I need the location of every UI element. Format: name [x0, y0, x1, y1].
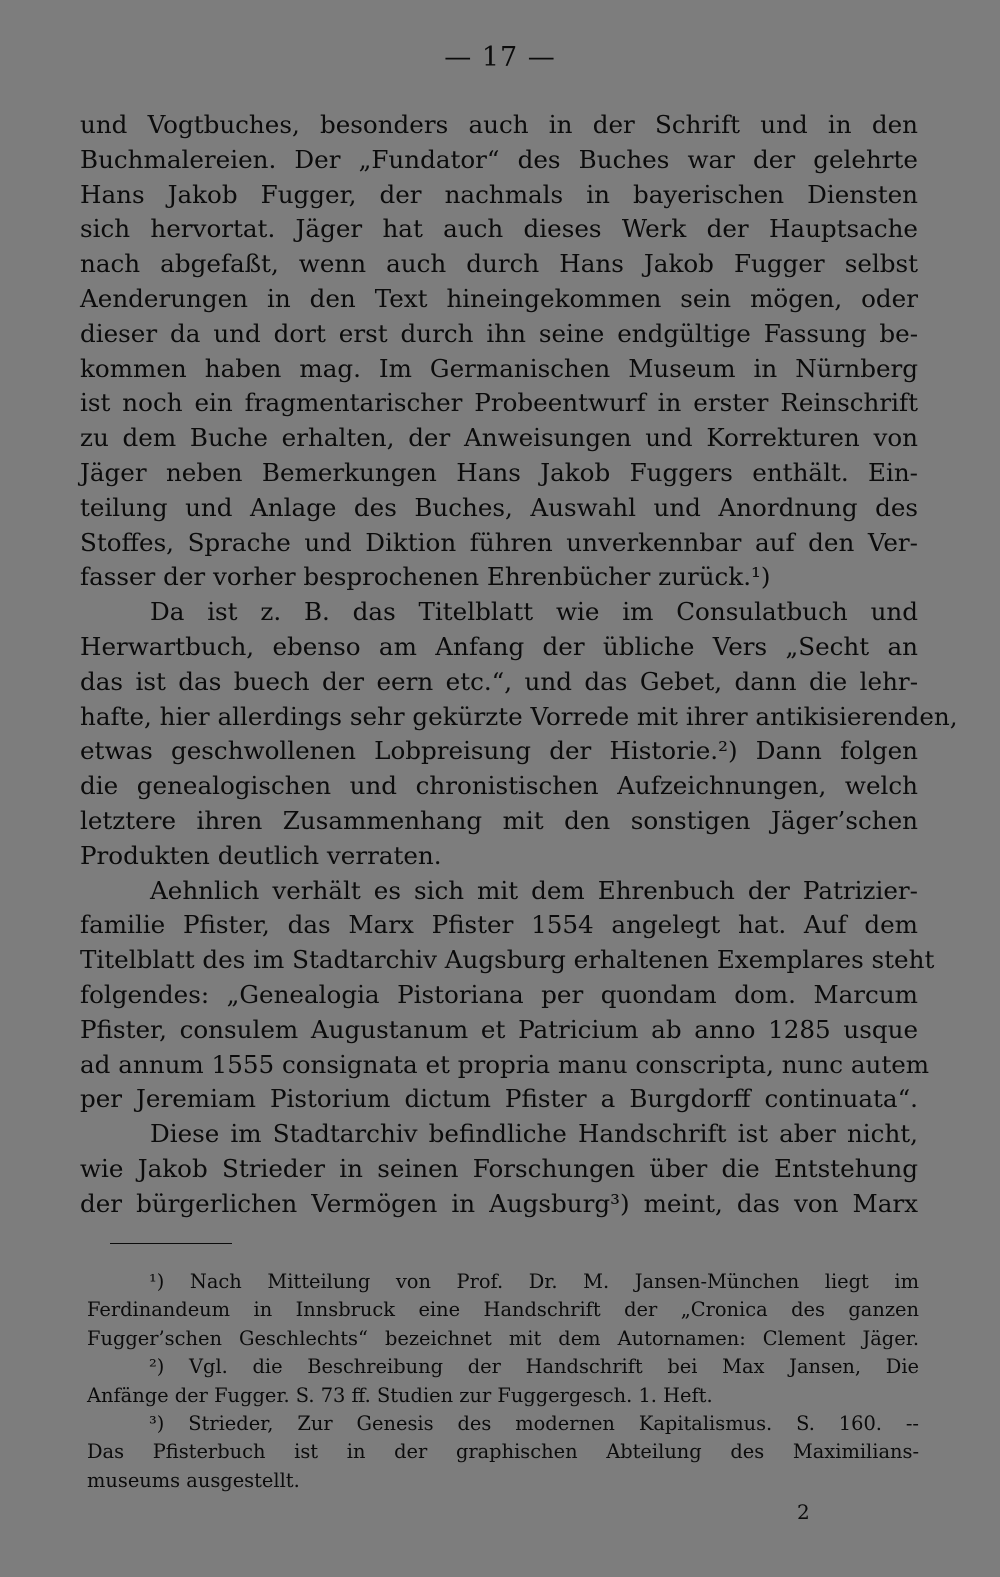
text-line: per Jeremiam Pistorium dictum Pfister a Burgdorff continuata“.	[80, 1084, 918, 1114]
footnote-line: Anfänge der Fugger. S. 73 ff. Studien zur Fuggergesch. 1. Heft.	[87, 1383, 713, 1407]
text-line: Jäger neben Bemerkungen Hans Jakob Fuggers enthält. Ein-	[80, 457, 918, 487]
footnote-line: Fugger’schen Geschlechts“ bezeichnet mit dem Autornamen: Clement Jäger.	[87, 1326, 919, 1350]
text-line: das ist das buech der eern etc.“, und das Gebet, dann die lehr-	[80, 666, 918, 696]
body-text	[80, 108, 958, 1222]
text-line: familie Pfister, das Marx Pfister 1554 angelegt hat. Auf dem	[80, 910, 918, 940]
text-line: hafte, hier allerdings sehr gekürzte Vorrede mit ihrer antikisierenden,	[80, 701, 958, 731]
text-line: folgendes: „Genealogia Pistoriana per quondam dom. Marcum	[80, 979, 918, 1009]
text-line: ad annum 1555 consignata et propria manu conscripta, nunc autem	[80, 1049, 930, 1079]
text-line: Titelblatt des im Stadtarchiv Augsburg erhaltenen Exemplares steht	[80, 945, 935, 975]
footnote-line: ²) Vgl. die Beschreibung der Handschrift bei Max Jansen, Die	[149, 1355, 919, 1379]
text-line: teilung und Anlage des Buches, Auswahl und Anordnung des	[80, 492, 918, 522]
text-line: sich hervortat. Jäger hat auch dieses Werk der Hauptsache	[80, 214, 918, 244]
text-line: fasser der vorher besprochenen Ehrenbücher zurück.¹)	[80, 562, 771, 592]
text-line: letztere ihren Zusammenhang mit den sonstigen Jäger’schen	[80, 805, 918, 835]
text-line: die genealogischen und chronistischen Aufzeichnungen, welch	[80, 771, 918, 801]
text-line: Herwartbuch, ebenso am Anfang der übliche Vers „Secht an	[80, 631, 918, 661]
footnote-line: museums ausgestellt.	[87, 1468, 300, 1492]
text-line: und Vogtbuches, besonders auch in der Schrift und in den	[80, 110, 918, 139]
text-line: nach abgefaßt, wenn auch durch Hans Jakob Fugger selbst	[80, 249, 918, 279]
text-line: der bürgerlichen Vermögen in Augsburg³) meint, das von Marx	[80, 1188, 918, 1218]
footnote-divider	[110, 1243, 232, 1244]
page-number: — 17 —	[444, 42, 556, 73]
text-line: dieser da und dort erst durch ihn seine endgültige Fassung be-	[80, 318, 918, 348]
text-line: Buchmalereien. Der „Fundator“ des Buches war der gelehrte	[80, 144, 918, 174]
signature-mark: 2	[797, 1500, 810, 1524]
text-line: wie Jakob Strieder in seinen Forschungen über die Entstehung	[80, 1153, 918, 1183]
text-line: Hans Jakob Fugger, der nachmals in bayerischen Diensten	[80, 179, 918, 209]
text-line: Pfister, consulem Augustanum et Patricium ab anno 1285 usque	[80, 1014, 918, 1044]
footnotes	[87, 1268, 919, 1495]
text-line: etwas geschwollenen Lobpreisung der Historie.²) Dann folgen	[80, 736, 918, 766]
text-line: Produkten deutlich verraten.	[80, 840, 442, 870]
text-line: Stoffes, Sprache und Diktion führen unverkennbar auf den Ver-	[80, 527, 918, 557]
text-line: kommen haben mag. Im Germanischen Museum in Nürnberg	[80, 353, 918, 383]
footnote-line: ³) Strieder, Zur Genesis des modernen Kapitalismus. S. 160. --	[149, 1412, 919, 1436]
footnote-line: ¹) Nach Mitteilung von Prof. Dr. M. Jansen-München liegt im	[149, 1270, 919, 1293]
footnote-line: Das Pfisterbuch ist in der graphischen Abteilung des Maximilians-	[87, 1440, 919, 1464]
text-line: Aenderungen in den Text hineingekommen sein mögen, oder	[80, 283, 918, 313]
text-line: zu dem Buche erhalten, der Anweisungen und Korrekturen von	[80, 423, 918, 453]
footnote-line: Ferdinandeum in Innsbruck eine Handschrift der „Cronica des ganzen	[87, 1298, 919, 1322]
text-line: Da ist z. B. das Titelblatt wie im Consulatbuch und	[150, 597, 918, 627]
text-line: Diese im Stadtarchiv befindliche Handschrift ist aber nicht,	[150, 1119, 918, 1149]
text-line: ist noch ein fragmentarischer Probeentwurf in erster Reinschrift	[80, 388, 918, 418]
text-line: Aehnlich verhält es sich mit dem Ehrenbuch der Patrizier-	[150, 875, 918, 905]
